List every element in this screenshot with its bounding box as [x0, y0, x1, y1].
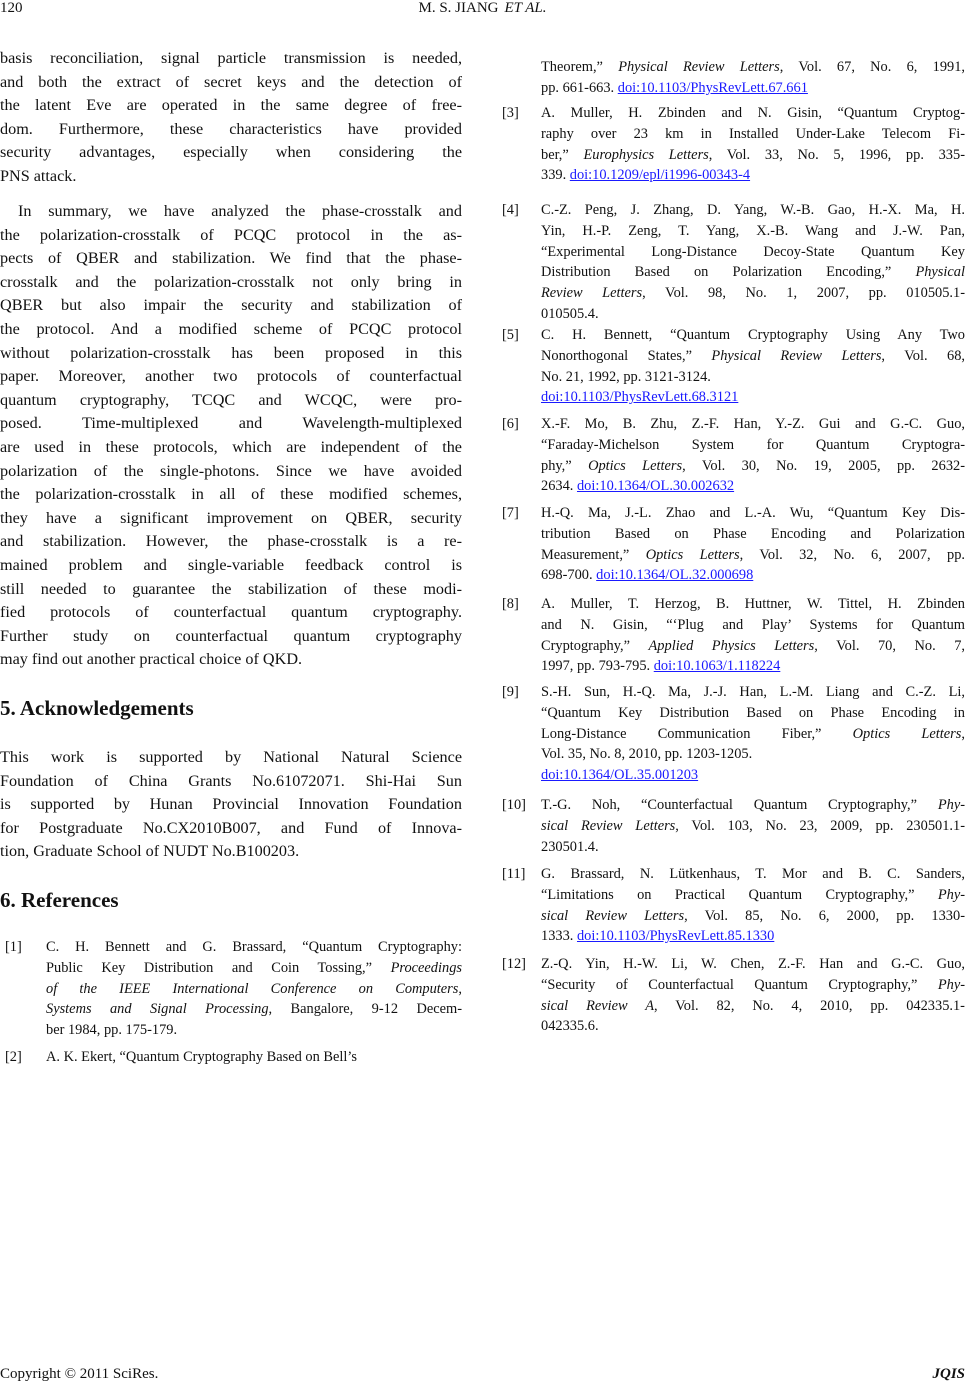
reference-line: [541, 165, 965, 186]
reference-line: [541, 476, 965, 497]
reference-text: , Vol. 68,: [881, 347, 965, 364]
footer-journal: JQIS: [932, 1366, 965, 1382]
reference-text: , Vol. 82, No. 4, 2010, pp. 042335.1-: [654, 997, 965, 1014]
reference-text: G. Brassard, N. Lütkenhaus, T. Mor and B. C. Sanders,: [541, 866, 965, 882]
reference-line: [541, 926, 965, 947]
text-line: dom. Furthermore, these characteristics have provided: [0, 119, 462, 138]
reference-line: [541, 304, 965, 325]
reference-line: [541, 656, 965, 677]
reference-line: [541, 545, 965, 566]
reference-line: [541, 57, 965, 78]
reference-text: , Vol. 32, No. 6, 2007, pp.: [739, 546, 965, 563]
reference-number: [2]: [5, 1049, 22, 1065]
text-line: Foundation of China Grants No.61072071. Shi-Hai Sun: [0, 771, 462, 790]
reference-text: A. Muller, T. Herzog, B. Huttner, W. Tittel, H. Zbinden: [541, 596, 965, 612]
reference-line: [541, 367, 965, 388]
reference-line: [541, 1016, 965, 1037]
reference-number: [4]: [502, 202, 519, 218]
header-et-al: ET AL.: [504, 0, 547, 16]
reference-text: and N. Gisin, “‘Plug and Play’ Systems for Quantum: [541, 616, 965, 633]
reference-line: [541, 103, 965, 124]
doi-link[interactable]: doi:10.1364/OL.32.000698: [596, 567, 754, 584]
reference-text: Z.-Q. Yin, H.-W. Li, W. Chen, Z.-F. Han and G.-C. Guo,: [541, 956, 965, 972]
reference-text: “Security of Counterfactual Quantum Cryptography,”: [541, 976, 938, 993]
reference-text: ber,”: [541, 146, 584, 163]
reference-line: [541, 456, 965, 477]
text-line: and stabilization. However, the phase-crosstalk is a re-: [0, 532, 462, 551]
reference-number: [12]: [502, 956, 526, 972]
reference-text: ,: [961, 725, 965, 742]
reference-line: [541, 864, 965, 885]
reference-line: [46, 1020, 462, 1041]
reference-text: 042335.6.: [541, 1018, 599, 1035]
doi-link[interactable]: doi:10.1103/PhysRevLett.85.1330: [576, 928, 775, 945]
reference-line: [46, 1047, 462, 1068]
reference-number: [7]: [502, 505, 519, 521]
reference-text: pp. 661-663.: [541, 79, 618, 96]
reference-text: 010505.4.: [541, 305, 599, 322]
reference-text: Review Letters: [541, 285, 643, 302]
paragraph-summary: [0, 200, 462, 672]
doi-link[interactable]: doi:10.1063/1.118224: [653, 658, 781, 675]
reference-text: Measurement,”: [541, 546, 646, 563]
text-line: quantum cryptography, TCQC and WCQC, were pro-: [0, 390, 462, 409]
text-line: mained problem and single-variable feedback control is: [0, 555, 462, 574]
reference-text: T.-G. Noh, “Counterfactual Quantum Cryptography,”: [541, 797, 938, 813]
reference-line: [541, 200, 965, 221]
text-line: still needed to guarantee the stabilization of these modi-: [0, 579, 462, 598]
running-header: [0, 0, 965, 17]
reference-line: [46, 979, 462, 1000]
reference-number: [6]: [502, 416, 519, 432]
reference-text: sical Review Letters: [541, 907, 685, 924]
reference-line: [541, 816, 965, 837]
text-line: basis reconciliation, signal particle transmission is needed,: [0, 49, 462, 67]
text-line: PNS attack.: [0, 166, 77, 185]
reference-text: Vol. 35, No. 8, 2010, pp. 1203-1205.: [541, 746, 753, 763]
text-line: fied protocols of counterfactual quantum cryptography.: [0, 603, 462, 622]
text-line: QBER but also impair the security and stabilization of: [0, 296, 462, 315]
text-line: In summary, we have analyzed the phase-crosstalk and: [18, 202, 462, 220]
reference-text: A. Muller, H. Zbinden and N. Gisin, “Quantum Cryptog-: [541, 105, 965, 121]
reference-text: , Vol. 30, No. 19, 2005, pp. 2632-: [682, 457, 965, 474]
doi-link[interactable]: doi:10.1364/OL.30.002632: [576, 478, 735, 495]
reference-text: “Quantum Key Distribution Based on Phase Encoding in: [541, 704, 965, 721]
reference-line: [541, 885, 965, 906]
heading-references: 6. References: [0, 888, 119, 912]
reference-line: [541, 242, 965, 263]
reference-text: , Bangalore, 9-12 Decem-: [268, 1001, 462, 1018]
text-line: posed. Time-multiplexed and Wavelength-multiplexed: [0, 414, 462, 433]
reference-text: Optics Letters: [588, 457, 683, 474]
text-line: the latent Eve are operated in the same degree of free-: [0, 96, 462, 115]
reference-line: [541, 724, 965, 745]
text-line: the polarization-crosstalk of PCQC protocol in the as-: [0, 225, 462, 244]
reference-text: Physical Review Letters: [711, 347, 882, 364]
reference-line: [541, 615, 965, 636]
reference-text: , Vol. 98, No. 1, 2007, pp. 010505.1-: [642, 285, 965, 302]
reference-line: [46, 937, 462, 958]
reference-line: [541, 78, 965, 99]
reference-text: Europhysics Letters: [583, 146, 709, 163]
reference-line: [541, 124, 965, 145]
reference-text: 1333.: [541, 928, 577, 945]
text-line: security advantages, especially when considering the: [0, 143, 462, 162]
reference-line: [541, 906, 965, 927]
text-line: polarization of the single-photons. Since we have avoided: [0, 461, 462, 480]
heading-acknowledgements: 5. Acknowledgements: [0, 696, 194, 720]
text-line: is supported by Hunan Provincial Innovation Foundation: [0, 795, 462, 814]
reference-text: Applied Physics Letters: [648, 637, 815, 654]
reference-text: Yin, H.-P. Zeng, T. Yang, X.-B. Wang and J.-W. Pan,: [541, 222, 965, 239]
text-line: they have a significant improvement on QBER, security: [0, 508, 462, 527]
reference-text: , Vol. 67, No. 6, 1991,: [779, 59, 965, 75]
reference-line: [541, 414, 965, 435]
reference-text: , Vol. 103, No. 23, 2009, pp. 230501.1-: [675, 817, 965, 834]
reference-text: Theorem,”: [541, 59, 619, 75]
reference-number: [3]: [502, 105, 519, 121]
reference-line: [541, 636, 965, 657]
text-line: pects of QBER and stabilization. We find that the phase-: [0, 249, 462, 268]
text-line: tion, Graduate School of NUDT No.B100203.: [0, 842, 300, 861]
reference-line: [541, 435, 965, 456]
reference-line: [46, 999, 462, 1020]
reference-text: 1997, pp. 793-795.: [541, 658, 654, 675]
doi-link[interactable]: doi:10.1103/PhysRevLett.67.661: [617, 79, 808, 96]
reference-line: [541, 524, 965, 545]
reference-text: ber 1984, pp. 175-179.: [46, 1022, 178, 1039]
reference-text: Systems and Signal Processing: [46, 1001, 269, 1018]
reference-text: Phy-: [937, 886, 965, 903]
reference-text: Physical Review Letters: [618, 59, 780, 75]
reference-number: [5]: [502, 327, 519, 343]
reference-text: 698-700.: [541, 567, 597, 584]
reference-text: A. K. Ekert, “Quantum Cryptography Based on Bell’s: [46, 1049, 357, 1065]
doi-link[interactable]: doi:10.1103/PhysRevLett.68.3121: [541, 389, 739, 406]
text-line: the polarization-crosstalk in all of these modified schemes,: [0, 485, 462, 504]
reference-text: phy,”: [541, 457, 589, 474]
reference-line: [541, 325, 965, 346]
reference-text: sical Review Letters: [541, 817, 676, 834]
reference-line: [541, 387, 965, 408]
text-line: may find out another practical choice of QKD.: [0, 650, 303, 669]
text-line: This work is supported by National Natural Science: [0, 748, 462, 766]
reference-text: Public Key Distribution and Coin Tossing,”: [46, 959, 391, 976]
doi-link[interactable]: doi:10.1209/epl/i1996-00343-4: [569, 167, 751, 184]
reference-text: , Vol. 33, No. 5, 1996, pp. 335-: [708, 146, 965, 163]
reference-line: [541, 221, 965, 242]
reference-line: [541, 765, 965, 786]
reference-line: [541, 744, 965, 765]
reference-text: Cryptography,”: [541, 637, 649, 654]
reference-text: C. H. Bennett and G. Brassard, “Quantum Cryptography:: [46, 939, 462, 955]
reference-line: [541, 346, 965, 367]
text-line: crosstalk and the polarization-crosstalk not only bring in: [0, 272, 462, 291]
reference-text: “Faraday-Michelson System for Quantum Cryptogra-: [541, 436, 965, 453]
reference-line: [541, 703, 965, 724]
footer-copyright: Copyright © 2011 SciRes.: [0, 1366, 159, 1382]
reference-text: 230501.4.: [541, 838, 599, 855]
reference-text: X.-F. Mo, B. Zhu, Z.-F. Han, Y.-Z. Gui and G.-C. Guo,: [541, 416, 965, 432]
reference-text: C. H. Bennett, “Quantum Cryptography Using Any Two: [541, 327, 965, 343]
reference-line: [541, 954, 965, 975]
reference-text: Distribution Based on Polarization Encoding,”: [541, 264, 916, 281]
reference-number: [10]: [502, 797, 526, 813]
text-line: without polarization-crosstalk has been proposed in this: [0, 343, 462, 362]
doi-link[interactable]: doi:10.1364/OL.35.001203: [541, 767, 699, 784]
reference-line: [541, 262, 965, 283]
reference-text: Optics Letters: [852, 725, 962, 742]
reference-text: Physical: [915, 264, 965, 281]
reference-line: [46, 958, 462, 979]
reference-text: No. 21, 1992, pp. 3121-3124.: [541, 368, 711, 385]
text-line: Further study on counterfactual quantum cryptography: [0, 626, 462, 645]
reference-line: [541, 283, 965, 304]
reference-number: [11]: [502, 866, 526, 882]
reference-line: [541, 682, 965, 703]
reference-text: Optics Letters: [645, 546, 740, 563]
reference-text: H.-Q. Ma, J.-L. Zhao and L.-A. Wu, “Quantum Key Dis-: [541, 505, 965, 521]
paragraph-acknowledgements: [0, 746, 462, 864]
reference-number: [9]: [502, 684, 519, 700]
reference-line: [541, 975, 965, 996]
reference-line: [541, 565, 965, 586]
reference-line: [541, 145, 965, 166]
text-line: are used in these protocols, which are independent of the: [0, 437, 462, 456]
reference-text: , Vol. 70, No. 7,: [814, 637, 965, 654]
reference-text: Long-Distance Communication Fiber,”: [541, 725, 853, 742]
page-number: 120: [0, 0, 23, 16]
paragraph-pns: [0, 47, 462, 189]
reference-text: “Experimental Long-Distance Decoy-State Quantum Key: [541, 243, 965, 260]
header-authors: M. S. JIANG: [418, 0, 499, 16]
reference-text: C.-Z. Peng, J. Zhang, D. Yang, W.-B. Gao, H.-X. Ma, H.: [541, 202, 965, 218]
reference-text: tribution Based on Phase Encoding and Polarization: [541, 525, 965, 542]
reference-text: ,: [458, 980, 462, 997]
reference-text: S.-H. Sun, H.-Q. Ma, J.-J. Han, L.-M. Liang and C.-Z. Li,: [541, 684, 965, 700]
reference-text: , Vol. 85, No. 6, 2000, pp. 1330-: [684, 907, 965, 924]
text-line: the protocol. And a modified scheme of PCQC protocol: [0, 319, 462, 338]
reference-text: Nonorthogonal States,”: [541, 347, 712, 364]
reference-text: raphy over 23 km in Installed Under-Lake Telecom Fi-: [541, 125, 965, 142]
text-line: and both the extract of secret keys and the detection of: [0, 72, 462, 91]
reference-text: 2634.: [541, 478, 577, 495]
reference-line: [541, 594, 965, 615]
reference-text: of the IEEE International Conference on Computers: [46, 980, 459, 997]
reference-line: [541, 996, 965, 1017]
reference-text: sical Review A: [541, 997, 655, 1014]
reference-text: Phy-: [937, 797, 965, 813]
reference-text: “Limitations on Practical Quantum Cryptography,”: [541, 886, 938, 903]
reference-number: [8]: [502, 596, 519, 612]
reference-line: [541, 837, 965, 858]
reference-line: [541, 795, 965, 816]
text-line: for Postgraduate No.CX2010B007, and Fund of Innova-: [0, 818, 462, 837]
text-line: paper. Moreover, another two protocols of counterfactual: [0, 367, 462, 386]
reference-text: Proceedings: [390, 959, 462, 976]
reference-number: [1]: [5, 939, 22, 955]
reference-text: 339.: [541, 167, 570, 184]
reference-text: Phy-: [937, 976, 965, 993]
reference-line: [541, 503, 965, 524]
